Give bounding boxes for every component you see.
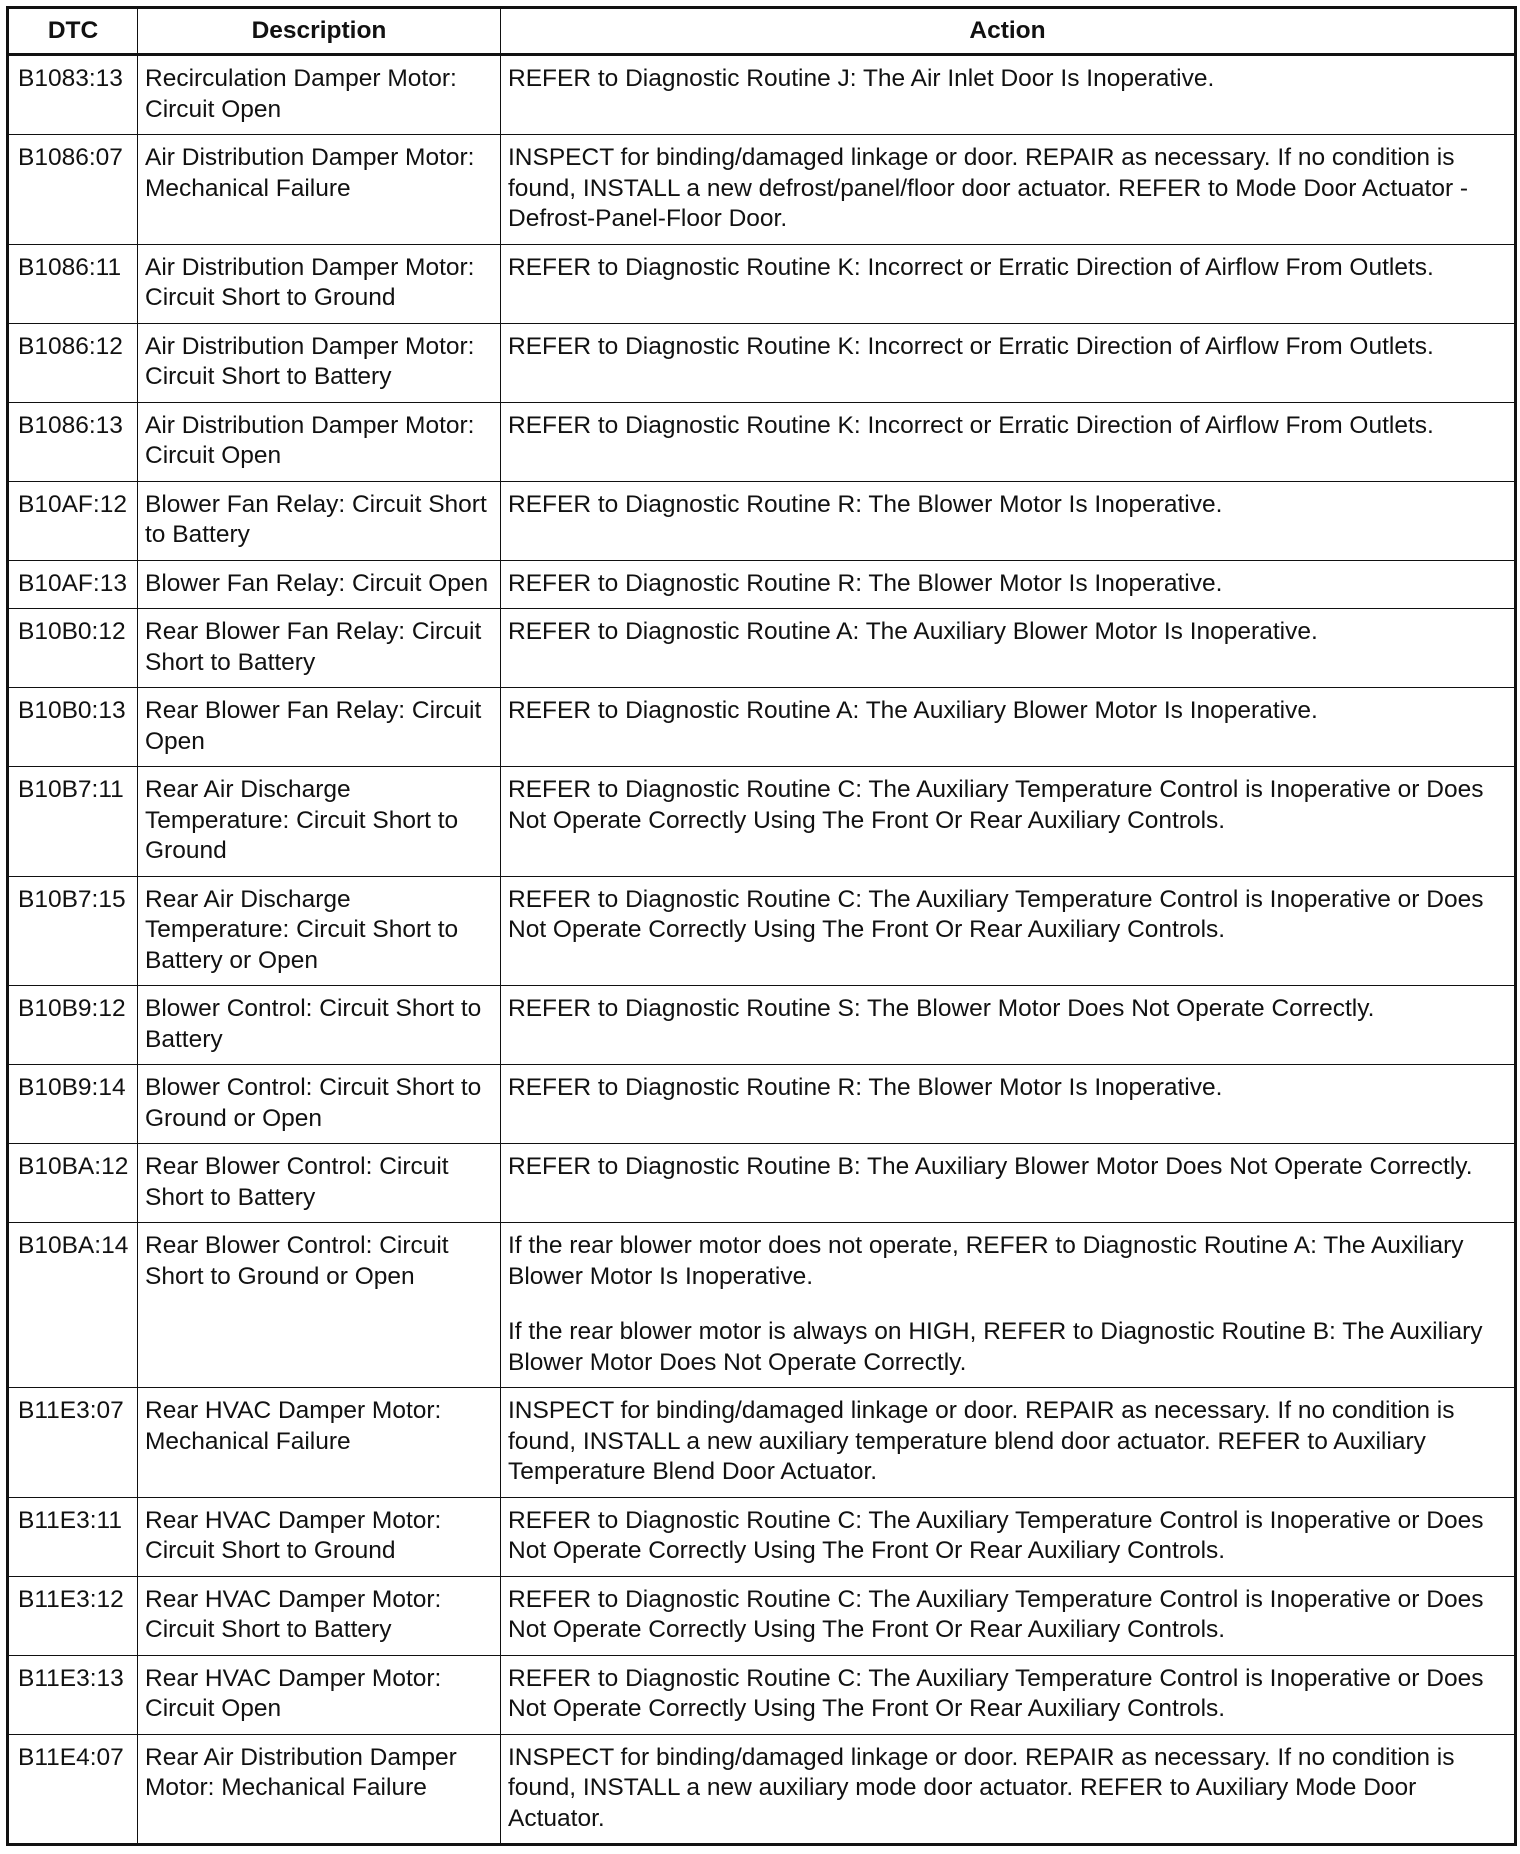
table-header xyxy=(8,8,1516,55)
table-row xyxy=(8,609,1516,688)
dtc-code: B10AF:12 xyxy=(8,481,138,560)
dtc-code: B10BA:12 xyxy=(8,1144,138,1223)
dtc-description: Rear HVAC Damper Motor: Mechanical Failure xyxy=(138,1388,501,1498)
dtc-description: Rear HVAC Damper Motor: Circuit Open xyxy=(138,1655,501,1734)
action-paragraph: REFER to Diagnostic Routine R: The Blower Motor Is Inoperative. xyxy=(508,1074,1223,1101)
table-row xyxy=(8,55,1516,135)
dtc-code: B10AF:13 xyxy=(8,560,138,609)
table-row xyxy=(8,244,1516,323)
dtc-action xyxy=(501,55,1516,135)
action-paragraph: REFER to Diagnostic Routine C: The Auxiliary Temperature Control is Inoperative or Does Not Operate Correctly Using The Front Or Rear Auxiliary Controls. xyxy=(508,776,1484,834)
dtc-code: B11E4:07 xyxy=(8,1734,138,1845)
dtc-action xyxy=(501,1223,1516,1388)
dtc-code: B10B0:12 xyxy=(8,609,138,688)
dtc-description: Rear Blower Control: Circuit Short to Ground or Open xyxy=(138,1223,501,1388)
dtc-action xyxy=(501,609,1516,688)
table-row xyxy=(8,323,1516,402)
dtc-code: B11E3:12 xyxy=(8,1576,138,1655)
action-paragraph: REFER to Diagnostic Routine K: Incorrect or Erratic Direction of Airflow From Outlets. xyxy=(508,411,1434,439)
dtc-description: Rear Air Discharge Temperature: Circuit Short to Battery or Open xyxy=(138,876,501,986)
action-paragraph: INSPECT for binding/damaged linkage or door. REPAIR as necessary. If no condition is found, INSTALL a new auxiliary mode door actuator. REFER to Auxiliary Mode Door Actuator. xyxy=(508,1743,1455,1832)
action-paragraph: REFER to Diagnostic Routine J: The Air Inlet Door Is Inoperative. xyxy=(508,65,1215,92)
dtc-code: B10B7:11 xyxy=(8,767,138,877)
action-paragraph: REFER to Diagnostic Routine R: The Blower Motor Is Inoperative. xyxy=(508,569,1223,597)
dtc-action xyxy=(501,560,1516,609)
dtc-action xyxy=(501,767,1516,877)
dtc-description: Rear Blower Fan Relay: Circuit Open xyxy=(138,688,501,767)
action-paragraph: REFER to Diagnostic Routine K: Incorrect or Erratic Direction of Airflow From Outlets. xyxy=(508,332,1434,360)
dtc-action xyxy=(501,481,1516,560)
dtc-action xyxy=(501,402,1516,481)
dtc-description: Air Distribution Damper Motor: Circuit Open xyxy=(138,402,501,481)
dtc-code: B1086:11 xyxy=(8,244,138,323)
dtc-description: Blower Control: Circuit Short to Battery xyxy=(138,986,501,1065)
table-row xyxy=(8,560,1516,609)
dtc-code: B1086:07 xyxy=(8,135,138,245)
dtc-code: B10B9:12 xyxy=(8,986,138,1065)
dtc-code: B1086:12 xyxy=(8,323,138,402)
dtc-action xyxy=(501,244,1516,323)
table-row xyxy=(8,1655,1516,1734)
dtc-action xyxy=(501,986,1516,1065)
action-paragraph: REFER to Diagnostic Routine S: The Blower Motor Does Not Operate Correctly. xyxy=(508,995,1375,1022)
action-paragraph: If the rear blower motor is always on HIGH, REFER to Diagnostic Routine B: The Auxiliary Blower Motor Does Not Operate Correctly. xyxy=(508,1318,1483,1376)
action-paragraph: INSPECT for binding/damaged linkage or door. REPAIR as necessary. If no condition is found, INSTALL a new auxiliary temperature blend door actuator. REFER to Auxiliary Temperature Blend Door Actuator. xyxy=(508,1397,1455,1485)
header-action: Action xyxy=(501,8,1516,55)
dtc-description: Blower Control: Circuit Short to Ground or Open xyxy=(138,1065,501,1144)
action-paragraph: REFER to Diagnostic Routine A: The Auxiliary Blower Motor Is Inoperative. xyxy=(508,697,1318,724)
dtc-description: Air Distribution Damper Motor: Circuit Short to Ground xyxy=(138,244,501,323)
dtc-description: Rear Blower Control: Circuit Short to Battery xyxy=(138,1144,501,1223)
action-paragraph: REFER to Diagnostic Routine B: The Auxiliary Blower Motor Does Not Operate Correctly. xyxy=(508,1153,1473,1180)
dtc-description: Blower Fan Relay: Circuit Open xyxy=(138,560,501,609)
dtc-action xyxy=(501,135,1516,245)
action-paragraph: REFER to Diagnostic Routine K: Incorrect or Erratic Direction of Airflow From Outlets. xyxy=(508,253,1434,281)
table-row xyxy=(8,876,1516,986)
action-paragraph: REFER to Diagnostic Routine C: The Auxiliary Temperature Control is Inoperative or Does Not Operate Correctly Using The Front Or Rear Auxiliary Controls. xyxy=(508,1506,1484,1564)
dtc-code: B11E3:13 xyxy=(8,1655,138,1734)
table-row xyxy=(8,481,1516,560)
table-row xyxy=(8,1576,1516,1655)
dtc-code: B11E3:07 xyxy=(8,1388,138,1498)
table-row xyxy=(8,1144,1516,1223)
header-description: Description xyxy=(138,8,501,55)
table-row xyxy=(8,402,1516,481)
action-paragraph: INSPECT for binding/damaged linkage or door. REPAIR as necessary. If no condition is found, INSTALL a new defrost/panel/floor door actuator. REFER to Mode Door Actuator - Defrost-Panel-Floor Door. xyxy=(508,144,1469,232)
table-row xyxy=(8,1223,1516,1388)
dtc-code: B11E3:11 xyxy=(8,1497,138,1576)
action-paragraph: REFER to Diagnostic Routine C: The Auxiliary Temperature Control is Inoperative or Does Not Operate Correctly Using The Front Or Rear Auxiliary Controls. xyxy=(508,1585,1484,1643)
table-row xyxy=(8,1734,1516,1845)
header-dtc: DTC xyxy=(8,8,138,55)
action-paragraph: REFER to Diagnostic Routine A: The Auxiliary Blower Motor Is Inoperative. xyxy=(508,618,1318,645)
dtc-description: Air Distribution Damper Motor: Mechanical Failure xyxy=(138,135,501,245)
dtc-code: B1083:13 xyxy=(8,55,138,135)
table-row xyxy=(8,688,1516,767)
dtc-action xyxy=(501,688,1516,767)
dtc-description: Blower Fan Relay: Circuit Short to Battery xyxy=(138,481,501,560)
action-paragraph: REFER to Diagnostic Routine R: The Blower Motor Is Inoperative. xyxy=(508,490,1223,518)
dtc-action xyxy=(501,1655,1516,1734)
dtc-code: B1086:13 xyxy=(8,402,138,481)
dtc-code: B10BA:14 xyxy=(8,1223,138,1388)
table-row xyxy=(8,135,1516,245)
dtc-code: B10B0:13 xyxy=(8,688,138,767)
dtc-action xyxy=(501,1388,1516,1498)
action-paragraph: If the rear blower motor does not operate, REFER to Diagnostic Routine A: The Auxiliary Blower Motor Is Inoperative. xyxy=(508,1232,1464,1290)
dtc-action xyxy=(501,876,1516,986)
dtc-description: Air Distribution Damper Motor: Circuit Short to Battery xyxy=(138,323,501,402)
dtc-code: B10B9:14 xyxy=(8,1065,138,1144)
table-row xyxy=(8,1388,1516,1498)
action-paragraph: REFER to Diagnostic Routine C: The Auxiliary Temperature Control is Inoperative or Does Not Operate Correctly Using The Front Or Rear Auxiliary Controls. xyxy=(508,1664,1484,1722)
action-paragraph: REFER to Diagnostic Routine C: The Auxiliary Temperature Control is Inoperative or Does Not Operate Correctly Using The Front Or Rear Auxiliary Controls. xyxy=(508,885,1484,943)
dtc-description: Recirculation Damper Motor: Circuit Open xyxy=(138,55,501,135)
dtc-description: Rear Air Distribution Damper Motor: Mechanical Failure xyxy=(138,1734,501,1845)
table-row xyxy=(8,986,1516,1065)
dtc-description: Rear Air Discharge Temperature: Circuit Short to Ground xyxy=(138,767,501,877)
dtc-action xyxy=(501,1734,1516,1845)
table-row xyxy=(8,1065,1516,1144)
table-row xyxy=(8,767,1516,877)
table-row xyxy=(8,1497,1516,1576)
dtc-action xyxy=(501,323,1516,402)
dtc-description: Rear HVAC Damper Motor: Circuit Short to Ground xyxy=(138,1497,501,1576)
dtc-description: Rear HVAC Damper Motor: Circuit Short to Battery xyxy=(138,1576,501,1655)
dtc-description: Rear Blower Fan Relay: Circuit Short to Battery xyxy=(138,609,501,688)
dtc-action xyxy=(501,1144,1516,1223)
dtc-action xyxy=(501,1497,1516,1576)
dtc-action xyxy=(501,1065,1516,1144)
dtc-table xyxy=(6,6,1517,1846)
table-body xyxy=(8,55,1516,1845)
dtc-action xyxy=(501,1576,1516,1655)
dtc-code: B10B7:15 xyxy=(8,876,138,986)
header-row xyxy=(8,8,1516,55)
